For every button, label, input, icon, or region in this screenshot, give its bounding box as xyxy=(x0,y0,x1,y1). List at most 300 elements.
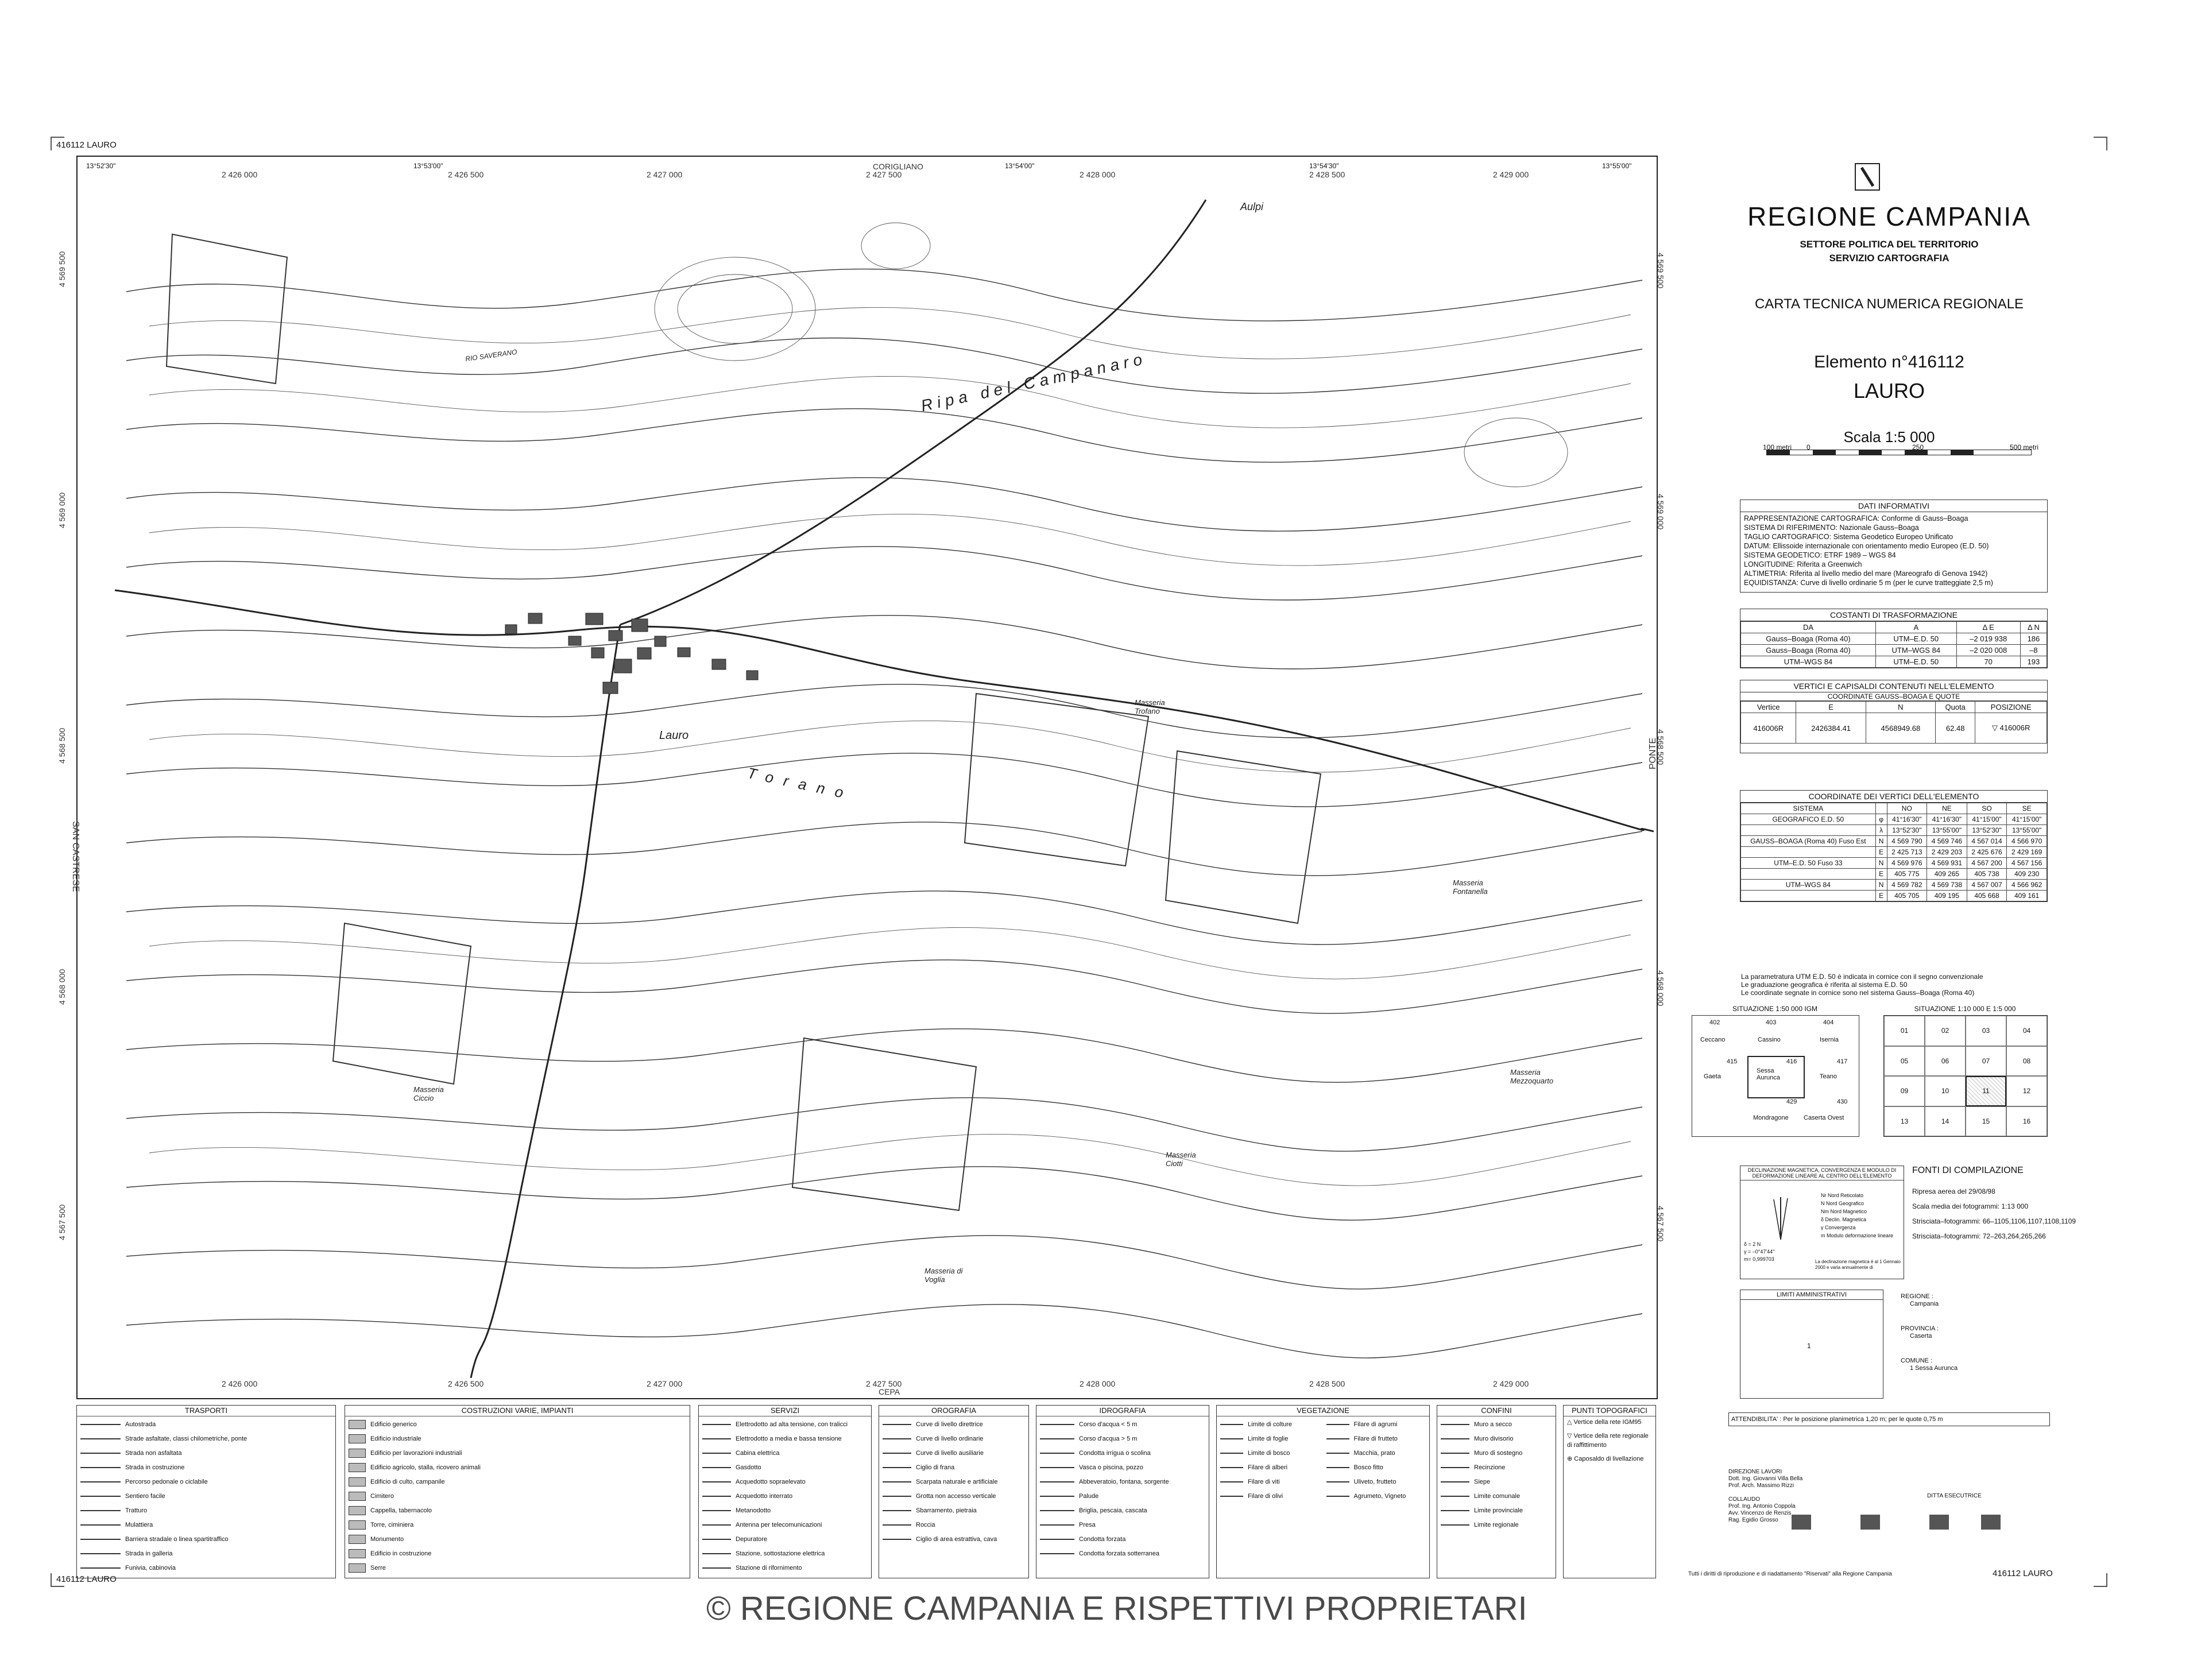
table-cell: 4 569 746 xyxy=(1927,836,1967,847)
place-masseria-ciotti: Masseria Ciotti xyxy=(1166,1151,1196,1168)
situazione10-cell: 06 xyxy=(1925,1046,1966,1077)
dati-line: EQUIDISTANZA: Curve di livello ordinarie 5 m (per le curve tratteggiate 2,5 m) xyxy=(1744,579,1993,587)
situazione50-cell: Isernia xyxy=(1820,1036,1839,1043)
legend-item: Macchia, prato xyxy=(1326,1446,1426,1461)
legend-item: Monumento xyxy=(349,1532,686,1547)
bottom-coord-2: 2 426 500 xyxy=(448,1379,484,1388)
table-cell xyxy=(1741,869,1876,880)
right-coord-3: 4 568 500 xyxy=(1656,729,1665,765)
table-cell: 2 425 713 xyxy=(1887,847,1927,858)
top-coord-6: 2 428 500 xyxy=(1309,170,1345,179)
legend-item: Grotta non accesso verticale xyxy=(883,1489,1025,1504)
ditta-esecutrice: DITTA ESECUTRICE xyxy=(1927,1493,1982,1499)
top-coord-7: 2 429 000 xyxy=(1493,170,1529,179)
table-header: NO xyxy=(1887,803,1927,814)
table-cell: 13°55'00" xyxy=(1927,825,1967,836)
fonti-line: Strisciata–fotogrammi: 66–1105,1106,1107,1108,1109 xyxy=(1912,1217,2076,1225)
table-cell: 4 567 156 xyxy=(2007,858,2047,869)
situazione10-cell: 04 xyxy=(2006,1016,2047,1046)
left-coord-1: 4 569 500 xyxy=(57,251,67,287)
table-header: POSIZIONE xyxy=(1975,702,2047,713)
place-masseria-di-voglia: Masseria di Voglia xyxy=(924,1267,963,1284)
legend-item: Antenna per telecomunicazioni xyxy=(702,1518,868,1532)
legend-item: Agrumeto, Vigneto xyxy=(1326,1489,1426,1504)
situazione50-cell: 415 xyxy=(1727,1058,1738,1065)
table-row xyxy=(1741,656,2047,668)
legend-item: Elettrodotto a media e bassa tensione xyxy=(702,1432,868,1446)
declinazione-title: DECLINAZIONE MAGNETICA, CONVERGENZA E MODULO DI DEFORMAZIONE LINEARE AL CENTRO DELL'ELEMENTO xyxy=(1740,1166,1904,1180)
table-row xyxy=(1741,814,2047,825)
legend-item: Edificio agricolo, stalla, ricovero animali xyxy=(349,1461,686,1475)
table-cell: 41°16'30" xyxy=(1887,814,1927,825)
legend-trasporti xyxy=(76,1405,336,1578)
place-masseria-mezzoquarto: Masseria Mezzoquarto xyxy=(1510,1068,1554,1085)
table-cell: UTM–WGS 84 xyxy=(1876,645,1957,656)
comune-label: COMUNE : xyxy=(1901,1357,1932,1364)
table-cell: 4 569 738 xyxy=(1927,880,1967,891)
fonti-lines xyxy=(1912,1184,2076,1244)
credit-line: Avv. Vincenzo de Renzis xyxy=(1728,1510,1792,1516)
legend-item: ▽ Vertice della rete regionale di raffittimento xyxy=(1567,1433,1649,1449)
legend-item: Autostrada xyxy=(80,1418,332,1432)
table-cell: 13°52'30" xyxy=(1887,825,1927,836)
table-header: Quota xyxy=(1936,702,1975,713)
scale-tick-4: 500 metri xyxy=(2010,443,2039,451)
situazione50-cell: 417 xyxy=(1837,1058,1848,1065)
table-cell: 405 775 xyxy=(1887,869,1927,880)
legend-item: Condotta forzata sotterranea xyxy=(1040,1547,1205,1561)
regione-label: REGIONE : xyxy=(1901,1293,1933,1300)
limiti-details xyxy=(1901,1293,1958,1372)
legend-item: Ciglio di frana xyxy=(883,1461,1025,1475)
legend-item: Sentiero facile xyxy=(80,1489,332,1504)
provincia-label: PROVINCIA : xyxy=(1901,1325,1939,1332)
situazione50-cell: Teano xyxy=(1820,1073,1837,1080)
legend-item: Strade asfaltate, classi chilometriche, ponte xyxy=(80,1432,332,1446)
legend-item: Tratturo xyxy=(80,1504,332,1518)
legend-item: Briglia, pescaia, cascata xyxy=(1040,1504,1205,1518)
note-line: Le coordinate segnate in cornice sono nel sistema Gauss–Boaga (Roma 40) xyxy=(1741,989,1975,997)
declinazione-item: Nr Nord Reticolato xyxy=(1821,1193,1864,1198)
table-cell xyxy=(1741,825,1876,836)
fonti-line: Ripresa aerea del 29/08/98 xyxy=(1912,1187,1995,1195)
note-line: Le graduazione geografica è riferita al sistema E.D. 50 xyxy=(1741,981,1908,989)
situazione10-cell: 12 xyxy=(2006,1076,2047,1106)
legend-orografia xyxy=(879,1405,1029,1578)
legend-item: Condotta irrigua o scolina xyxy=(1040,1446,1205,1461)
table-cell: 62.48 xyxy=(1936,713,1975,744)
legend-item: Stazione di rifornimento xyxy=(702,1561,868,1576)
table-header: A xyxy=(1876,622,1957,633)
legend-item: Curve di livello ordinarie xyxy=(883,1432,1025,1446)
top-coord-5: 2 428 000 xyxy=(1080,170,1116,179)
situazione50-cell: 403 xyxy=(1766,1019,1777,1026)
table-cell: 2 425 676 xyxy=(1967,847,2007,858)
table-cell: GEOGRAFICO E.D. 50 xyxy=(1741,814,1876,825)
legend-item: Uliveto, frutteto xyxy=(1326,1475,1426,1489)
topographic-map xyxy=(115,177,1654,1378)
legend-item: Limite regionale xyxy=(1441,1518,1552,1532)
table-cell: 409 161 xyxy=(2007,891,2047,901)
left-side-name: SAN CASTRESE xyxy=(71,821,80,892)
legend-item: Edificio industriale xyxy=(349,1432,686,1446)
table-row xyxy=(1741,847,2047,858)
field-boundaries xyxy=(167,234,1321,1210)
legend-item: Limite di bosco xyxy=(1220,1446,1320,1461)
legend-item: Mulattiera xyxy=(80,1518,332,1532)
sector-title: SETTORE POLITICA DEL TERRITORIO xyxy=(1800,239,1979,250)
place-ripa-del-campanaro: Ripa del Campanaro xyxy=(919,349,1148,415)
bottom-coord-4: 2 427 500 xyxy=(866,1379,902,1388)
table-cell: UTM–WGS 84 xyxy=(1741,656,1876,668)
situazione10-cell: 07 xyxy=(1966,1046,2006,1077)
scale-label: Scala 1:5 000 xyxy=(1843,428,1935,446)
table-row xyxy=(1741,891,2047,901)
legend-item: Filare di frutteto xyxy=(1326,1432,1426,1446)
legend-item: Funivia, cabinovia xyxy=(80,1561,332,1576)
costanti-box xyxy=(1740,609,2048,668)
table-header: N xyxy=(1866,702,1935,713)
declinazione-value: γ = –0°47'44" xyxy=(1744,1249,1775,1255)
crop-mark-top-right xyxy=(2094,137,2107,150)
vertici-table xyxy=(1740,701,2047,744)
table-cell: Gauss–Boaga (Roma 40) xyxy=(1741,645,1876,656)
place-masseria-ciccio: Masseria Ciccio xyxy=(413,1085,444,1102)
place-masseria-fontanella: Masseria Fontanella xyxy=(1453,878,1488,896)
situazione10-grid xyxy=(1883,1015,2048,1137)
bottom-coord-5: 2 428 000 xyxy=(1080,1379,1116,1388)
table-cell: UTM–E.D. 50 xyxy=(1876,656,1957,668)
legend-item: Strada in costruzione xyxy=(80,1461,332,1475)
legend-item: Acquedotto sopraelevato xyxy=(702,1475,868,1489)
table-header: SE xyxy=(2007,803,2047,814)
legend-item: Curve di livello ausiliarie xyxy=(883,1446,1025,1461)
table-cell: 41°15'00" xyxy=(2007,814,2047,825)
bottom-coord-6: 2 428 500 xyxy=(1309,1379,1345,1388)
table-cell: 409 195 xyxy=(1927,891,1967,901)
dati-title: DATI INFORMATIVI xyxy=(1740,500,2047,512)
table-cell: 2 429 169 xyxy=(2007,847,2047,858)
table-cell: 4 566 962 xyxy=(2007,880,2047,891)
table-cell: UTM–E.D. 50 xyxy=(1876,633,1957,645)
table-cell: 4568949.68 xyxy=(1866,713,1935,744)
legend-item: Recinzione xyxy=(1441,1461,1552,1475)
legend-servizi xyxy=(698,1405,872,1578)
direzione-lavori xyxy=(1728,1469,1802,1489)
declinazione-item: N Nord Geografico xyxy=(1821,1201,1864,1206)
table-header: SISTEMA xyxy=(1741,803,1876,814)
declinazione-item: Nm Nord Magnetico xyxy=(1821,1209,1867,1214)
situazione50-cell: Sessa Aurunca xyxy=(1757,1067,1780,1081)
legend-idrografia xyxy=(1036,1405,1209,1578)
situazione50-cell: Caserta Ovest xyxy=(1804,1114,1844,1121)
table-cell: –2 020 008 xyxy=(1956,645,2020,656)
legend-item: Limite di foglie xyxy=(1220,1432,1320,1446)
situazione10-current-cell: 11 xyxy=(1966,1076,2006,1106)
credit-line: DIREZIONE LAVORI xyxy=(1728,1469,1782,1475)
legend-punti xyxy=(1563,1405,1656,1578)
table-cell: 2 429 203 xyxy=(1927,847,1967,858)
dati-line: SISTEMA DI RIFERIMENTO: Nazionale Gauss–Boaga xyxy=(1744,524,1919,532)
legend-item: Curve di livello direttrice xyxy=(883,1418,1025,1432)
situazione10-cell: 13 xyxy=(1884,1106,1925,1137)
declinazione-box xyxy=(1740,1166,1904,1279)
right-coord-2: 4 569 000 xyxy=(1656,494,1665,530)
left-coord-4: 4 568 000 xyxy=(57,969,67,1005)
legend-title: TRASPORTI xyxy=(77,1406,335,1416)
table-cell: 409 265 xyxy=(1927,869,1967,880)
table-cell: Gauss–Boaga (Roma 40) xyxy=(1741,633,1876,645)
legend-item: Scarpata naturale e artificiale xyxy=(883,1475,1025,1489)
corner-lon-1: 13°52'30" xyxy=(86,162,116,170)
credit-line: Dott. Ing. Giovanni Villa Bella xyxy=(1728,1476,1803,1482)
legend-item: Depuratore xyxy=(702,1532,868,1547)
table-cell: 41°15'00" xyxy=(1967,814,2007,825)
place-lauro: Lauro xyxy=(659,729,689,742)
situazione50-cell: 429 xyxy=(1786,1098,1797,1105)
declinazione-item: m Modulo deformazione lineare xyxy=(1821,1233,1894,1238)
table-cell: UTM–E.D. 50 Fuso 33 xyxy=(1741,858,1876,869)
legend-item: Sbarramento, pietraia xyxy=(883,1504,1025,1518)
company-logo-icon xyxy=(1981,1515,2001,1530)
legend-costruzioni xyxy=(345,1405,690,1578)
situazione50-cell: Mondragone xyxy=(1753,1114,1789,1121)
legend-item: Elettrodotto ad alta tensione, con tralicci xyxy=(702,1418,868,1432)
scale-tick-1: 100 metri xyxy=(1763,443,1792,451)
situazione50-cell: Cassino xyxy=(1758,1036,1781,1043)
vertici-subtitle: COORDINATE GAUSS–BOAGA E QUOTE xyxy=(1740,692,2047,701)
situazione10-cell: 14 xyxy=(1925,1106,1966,1137)
declinazione-value: δ = 2 N xyxy=(1744,1241,1761,1247)
coordinate-vertici-table xyxy=(1740,803,2047,901)
table-row xyxy=(1741,633,2047,645)
service-title: SERVIZIO CARTOGRAFIA xyxy=(1829,253,1949,264)
bottom-place-cepa: CEPA xyxy=(879,1387,900,1396)
place-masseria-trofano: Masseria Trofano xyxy=(1135,698,1165,715)
contour-lines xyxy=(126,269,1642,1358)
table-header: SO xyxy=(1967,803,2007,814)
coordinate-vertici-box xyxy=(1740,790,2048,902)
legend-item: Muro di sostegno xyxy=(1441,1446,1552,1461)
table-cell: E xyxy=(1875,869,1887,880)
right-coord-4: 4 568 000 xyxy=(1656,970,1665,1007)
situazione50-cell: 402 xyxy=(1709,1019,1720,1026)
place-aulpi: Aulpi xyxy=(1240,201,1264,212)
table-cell: 70 xyxy=(1956,656,2020,668)
table-row xyxy=(1741,869,2047,880)
table-cell: UTM–WGS 84 xyxy=(1741,880,1876,891)
right-coord-5: 4 567 500 xyxy=(1656,1206,1665,1242)
table-cell: 4 566 970 xyxy=(2007,836,2047,847)
situazione10-cell: 02 xyxy=(1925,1016,1966,1046)
situazione10-title: SITUAZIONE 1:10 000 E 1:5 000 xyxy=(1914,1005,2016,1013)
provincia-value: Caserta xyxy=(1910,1333,1932,1340)
table-cell: φ xyxy=(1875,814,1887,825)
situazione50-cell: 416 xyxy=(1786,1058,1797,1065)
credit-line: Prof. Arch. Massimo Rizzi xyxy=(1728,1482,1794,1489)
table-cell: 186 xyxy=(2020,633,2047,645)
legend-item: Cimitero xyxy=(349,1489,686,1504)
table-cell: 4 569 931 xyxy=(1927,858,1967,869)
table-header: Δ E xyxy=(1956,622,2020,633)
legend-item: Filare di agrumi xyxy=(1326,1418,1426,1432)
left-coord-3: 4 568 500 xyxy=(57,727,67,764)
right-side-name: PONTE xyxy=(1648,737,1658,769)
limiti-marker: 1 xyxy=(1807,1342,1811,1350)
dati-line: RAPPRESENTAZIONE CARTOGRAFICA: Conforme di Gauss–Boaga xyxy=(1744,514,1968,522)
legend-item: △ Vertice della rete IGM95 xyxy=(1567,1419,1642,1426)
legend-item: Percorso pedonale o ciclabile xyxy=(80,1475,332,1489)
right-coord-1: 4 569 500 xyxy=(1656,253,1665,289)
situazione10-cell: 09 xyxy=(1884,1076,1925,1106)
situazione50-cell: 430 xyxy=(1837,1098,1848,1105)
situazione10-cell: 08 xyxy=(2006,1046,2047,1077)
table-row xyxy=(1741,880,2047,891)
bottom-coord-3: 2 427 000 xyxy=(647,1379,683,1388)
left-coord-5: 4 567 500 xyxy=(57,1204,67,1240)
legend-item: ⊕ Caposaldo di livellazione xyxy=(1567,1456,1644,1462)
legend-title: SERVIZI xyxy=(699,1406,871,1416)
table-row xyxy=(1741,836,2047,847)
credit-line: Prof. Ing. Antonio Coppola xyxy=(1728,1503,1796,1509)
coordinate-notes xyxy=(1741,973,2048,997)
limiti-box xyxy=(1740,1290,1883,1399)
dati-line: TAGLIO CARTOGRAFICO: Sistema Geodetico Europeo Unificato xyxy=(1744,533,1953,541)
attendibilita-box: ATTENDIBILITA' : Per le posizione planimetrica 1,20 m; per le quote 0,75 m xyxy=(1728,1412,2050,1426)
table-cell: –2 019 938 xyxy=(1956,633,2020,645)
table-cell: N xyxy=(1875,858,1887,869)
sheet-code-bottom-right: 416112 LAURO xyxy=(1993,1569,2053,1578)
table-cell: 4 567 200 xyxy=(1967,858,2007,869)
sheet-name: LAURO xyxy=(1853,379,1925,402)
table-row xyxy=(1741,825,2047,836)
declinazione-value: m= 0,999703 xyxy=(1744,1256,1774,1262)
legend-title: COSTRUZIONI VARIE, IMPIANTI xyxy=(345,1406,690,1416)
declinazione-note: La declinazione magnetica è al 1 Gennaio 2000 e varia annualmente di xyxy=(1815,1259,1901,1270)
legend-item: Cappella, tabernacolo xyxy=(349,1504,686,1518)
place-torano: Torano xyxy=(746,764,856,804)
table-cell: 193 xyxy=(2020,656,2047,668)
company-logo-icon xyxy=(1929,1515,1949,1530)
situazione10-cell: 10 xyxy=(1925,1076,1966,1106)
copyright-text: © REGIONE CAMPANIA E RISPETTIVI PROPRIETARI xyxy=(706,1590,1527,1627)
table-cell: N xyxy=(1875,836,1887,847)
table-cell: 405 705 xyxy=(1887,891,1927,901)
table-cell: N xyxy=(1875,880,1887,891)
table-cell: 4 569 782 xyxy=(1887,880,1927,891)
table-cell: 4 567 014 xyxy=(1967,836,2007,847)
table-row xyxy=(1741,645,2047,656)
legend-item: Edificio in costruzione xyxy=(349,1547,686,1561)
situazione50-grid xyxy=(1692,1015,1859,1137)
vertici-box xyxy=(1740,680,2048,753)
fonti-title: FONTI DI COMPILAZIONE xyxy=(1912,1166,2024,1175)
legend-item: Strada non asfaltata xyxy=(80,1446,332,1461)
legend-item: Corso d'acqua > 5 m xyxy=(1040,1432,1205,1446)
region-emblem xyxy=(1855,163,1880,191)
contour-lines-minor xyxy=(149,223,1631,1186)
table-cell xyxy=(1741,847,1876,858)
legend-item: Edificio generico xyxy=(349,1418,686,1432)
table-row xyxy=(1741,713,2047,744)
corner-lon-4: 13°54'30" xyxy=(1309,162,1339,170)
top-coord-1: 2 426 000 xyxy=(222,170,258,179)
table-cell: E xyxy=(1875,847,1887,858)
declinazione-item: γ Convergenza xyxy=(1821,1225,1856,1230)
credit-line: COLLAUDO xyxy=(1728,1496,1761,1503)
legend-item: Acquedotto interrato xyxy=(702,1489,868,1504)
legend-title: VEGETAZIONE xyxy=(1217,1406,1429,1416)
table-cell: 13°55'00" xyxy=(2007,825,2047,836)
corner-lon-2: 13°53'00" xyxy=(413,162,443,170)
table-cell: 2426384.41 xyxy=(1796,713,1866,744)
rights-reserved: Tutti i diritti di riproduzione e di riadattamento "Riservati" alla Regione Campania xyxy=(1688,1571,1892,1577)
legend-item: Condotta forzata xyxy=(1040,1532,1205,1547)
table-header xyxy=(1875,803,1887,814)
north-arrows-icon xyxy=(1752,1195,1815,1241)
legend-item: Muro a secco xyxy=(1441,1418,1552,1432)
table-cell: 4 567 007 xyxy=(1967,880,2007,891)
situazione50-cell: Ceccano xyxy=(1700,1036,1726,1043)
table-cell: –8 xyxy=(2020,645,2047,656)
declinazione-item: δ Declin. Magnetica xyxy=(1821,1217,1867,1222)
top-coord-2: 2 426 500 xyxy=(448,170,484,179)
scale-tick-3: 250 xyxy=(1912,443,1924,451)
situazione50-cell: 404 xyxy=(1823,1019,1834,1026)
legend-item: Serre xyxy=(349,1561,686,1576)
table-row xyxy=(1741,858,2047,869)
legend-item: Vasca o piscina, pozzo xyxy=(1040,1461,1205,1475)
situazione10-cell: 15 xyxy=(1966,1106,2006,1137)
fonti-line: Scala media dei fotogrammi: 1:13 000 xyxy=(1912,1202,2029,1210)
dati-line: SISTEMA GEODETICO: ETRF 1989 – WGS 84 xyxy=(1744,551,1896,559)
costanti-table xyxy=(1740,621,2047,668)
situazione10-cell: 01 xyxy=(1884,1016,1925,1046)
table-cell: 13°52'30" xyxy=(1967,825,2007,836)
legend-item: Cabina elettrica xyxy=(702,1446,868,1461)
legend-item: Filare di viti xyxy=(1220,1475,1320,1489)
top-coord-4: 2 427 500 xyxy=(866,170,902,179)
situazione50-title: SITUAZIONE 1:50 000 IGM xyxy=(1732,1005,1818,1013)
legend-item: Siepe xyxy=(1441,1475,1552,1489)
costanti-title: COSTANTI DI TRASFORMAZIONE xyxy=(1740,609,2047,621)
bottom-coord-1: 2 426 000 xyxy=(222,1379,258,1388)
table-cell: E xyxy=(1875,891,1887,901)
legend-item: Limite comunale xyxy=(1441,1489,1552,1504)
place-rio: RIO SAVERANO xyxy=(465,347,518,363)
table-cell: 405 738 xyxy=(1967,869,2007,880)
situazione10-cell: 16 xyxy=(2006,1106,2047,1137)
table-cell xyxy=(1741,891,1876,901)
legend-item: Muro divisorio xyxy=(1441,1432,1552,1446)
collaudo xyxy=(1728,1496,1796,1524)
declinazione-items xyxy=(1821,1191,1893,1240)
vertici-title: VERTICI E CAPISALDI CONTENUTI NELL'ELEMENTO xyxy=(1740,680,2047,692)
table-cell: 409 230 xyxy=(2007,869,2047,880)
table-cell: GAUSS–BOAGA (Roma 40) Fuso Est xyxy=(1741,836,1876,847)
legend-item: Abbeveratoio, fontana, sorgente xyxy=(1040,1475,1205,1489)
legend-item: Limite provinciale xyxy=(1441,1504,1552,1518)
dati-informativi-box xyxy=(1740,500,2048,593)
table-cell: 416006R xyxy=(1741,713,1796,744)
dati-line: ALTIMETRIA: Riferita al livello medio del mare (Mareografo di Genova 1942) xyxy=(1744,570,1988,578)
legend-item: Corso d'acqua < 5 m xyxy=(1040,1418,1205,1432)
table-header: Vertice xyxy=(1741,702,1796,713)
company-logo-icon xyxy=(1792,1515,1811,1530)
corner-lon-3: 13°54'00" xyxy=(1005,162,1035,170)
table-cell: 41°16'30" xyxy=(1927,814,1967,825)
legend-item: Limite di colture xyxy=(1220,1418,1320,1432)
